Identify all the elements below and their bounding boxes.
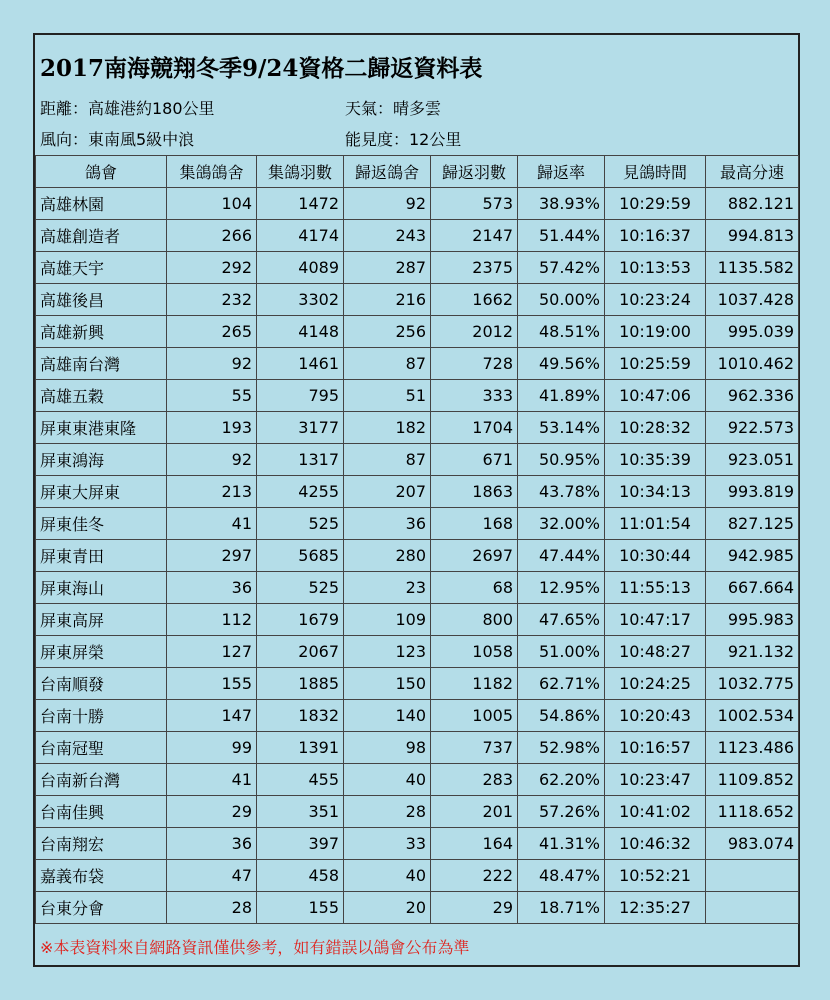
cell-first-arrival: 10:28:32 — [605, 412, 706, 444]
cell-top-speed: 1002.534 — [706, 700, 799, 732]
table-row — [36, 604, 799, 636]
cell-entered-lofts: 104 — [167, 188, 257, 220]
cell-entered-lofts: 265 — [167, 316, 257, 348]
cell-club: 高雄五穀 — [36, 380, 167, 412]
cell-entered-lofts: 36 — [167, 572, 257, 604]
cell-returned-birds: 164 — [431, 828, 518, 860]
table-row — [36, 252, 799, 284]
cell-entered-birds: 3302 — [257, 284, 344, 316]
cell-returned-lofts: 92 — [344, 188, 431, 220]
cell-return-rate: 47.44% — [518, 540, 605, 572]
cell-first-arrival: 10:23:47 — [605, 764, 706, 796]
cell-entered-lofts: 213 — [167, 476, 257, 508]
cell-returned-lofts: 98 — [344, 732, 431, 764]
cell-first-arrival: 10:23:24 — [605, 284, 706, 316]
cell-returned-lofts: 87 — [344, 444, 431, 476]
cell-entered-lofts: 147 — [167, 700, 257, 732]
cell-top-speed: 1037.428 — [706, 284, 799, 316]
distance-info: 距離：高雄港約180公里 — [40, 99, 215, 118]
cell-entered-lofts: 193 — [167, 412, 257, 444]
cell-entered-birds: 455 — [257, 764, 344, 796]
cell-returned-lofts: 150 — [344, 668, 431, 700]
cell-club: 嘉義布袋 — [36, 860, 167, 892]
cell-entered-birds: 458 — [257, 860, 344, 892]
header-returned-lofts: 歸返鴿舍 — [344, 156, 431, 188]
cell-entered-lofts: 29 — [167, 796, 257, 828]
cell-returned-lofts: 243 — [344, 220, 431, 252]
table-row — [36, 444, 799, 476]
cell-entered-lofts: 55 — [167, 380, 257, 412]
cell-returned-lofts: 287 — [344, 252, 431, 284]
table-row — [36, 508, 799, 540]
cell-club: 台南十勝 — [36, 700, 167, 732]
cell-entered-birds: 795 — [257, 380, 344, 412]
cell-entered-lofts: 41 — [167, 764, 257, 796]
cell-returned-lofts: 216 — [344, 284, 431, 316]
cell-club: 高雄南台灣 — [36, 348, 167, 380]
cell-club: 台南冠聖 — [36, 732, 167, 764]
cell-returned-birds: 1058 — [431, 636, 518, 668]
cell-returned-lofts: 140 — [344, 700, 431, 732]
cell-club: 台南翔宏 — [36, 828, 167, 860]
table-row — [36, 412, 799, 444]
cell-return-rate: 47.65% — [518, 604, 605, 636]
cell-return-rate: 62.20% — [518, 764, 605, 796]
cell-entered-birds: 1391 — [257, 732, 344, 764]
cell-top-speed: 921.132 — [706, 636, 799, 668]
cell-return-rate: 38.93% — [518, 188, 605, 220]
cell-first-arrival: 10:47:17 — [605, 604, 706, 636]
cell-return-rate: 54.86% — [518, 700, 605, 732]
header-first-arrival: 見鴿時間 — [605, 156, 706, 188]
cell-top-speed: 827.125 — [706, 508, 799, 540]
cell-first-arrival: 10:13:53 — [605, 252, 706, 284]
cell-first-arrival: 10:16:37 — [605, 220, 706, 252]
cell-entered-birds: 2067 — [257, 636, 344, 668]
header-entered-lofts: 集鴿鴿舍 — [167, 156, 257, 188]
cell-first-arrival: 11:55:13 — [605, 572, 706, 604]
cell-returned-lofts: 40 — [344, 764, 431, 796]
cell-return-rate: 51.44% — [518, 220, 605, 252]
cell-entered-birds: 525 — [257, 508, 344, 540]
cell-returned-birds: 1863 — [431, 476, 518, 508]
cell-first-arrival: 10:25:59 — [605, 348, 706, 380]
cell-returned-birds: 333 — [431, 380, 518, 412]
cell-returned-lofts: 123 — [344, 636, 431, 668]
cell-returned-birds: 2012 — [431, 316, 518, 348]
table-row — [36, 284, 799, 316]
cell-first-arrival: 11:01:54 — [605, 508, 706, 540]
cell-entered-birds: 1832 — [257, 700, 344, 732]
cell-returned-birds: 2697 — [431, 540, 518, 572]
table-row — [36, 348, 799, 380]
cell-return-rate: 48.47% — [518, 860, 605, 892]
cell-club: 台南順發 — [36, 668, 167, 700]
header-returned-birds: 歸返羽數 — [431, 156, 518, 188]
cell-returned-birds: 2147 — [431, 220, 518, 252]
table-row — [36, 380, 799, 412]
cell-entered-lofts: 47 — [167, 860, 257, 892]
cell-return-rate: 48.51% — [518, 316, 605, 348]
cell-return-rate: 51.00% — [518, 636, 605, 668]
cell-first-arrival: 10:16:57 — [605, 732, 706, 764]
cell-entered-lofts: 41 — [167, 508, 257, 540]
header-club: 鴿會 — [36, 156, 167, 188]
cell-entered-lofts: 112 — [167, 604, 257, 636]
cell-entered-birds: 1679 — [257, 604, 344, 636]
cell-entered-lofts: 292 — [167, 252, 257, 284]
cell-top-speed: 1135.582 — [706, 252, 799, 284]
cell-first-arrival: 10:41:02 — [605, 796, 706, 828]
cell-club: 屏東青田 — [36, 540, 167, 572]
cell-top-speed: 1109.852 — [706, 764, 799, 796]
cell-club: 台南佳興 — [36, 796, 167, 828]
cell-club: 高雄後昌 — [36, 284, 167, 316]
table-row — [36, 572, 799, 604]
header-return-rate: 歸返率 — [518, 156, 605, 188]
cell-returned-birds: 737 — [431, 732, 518, 764]
cell-return-rate: 41.89% — [518, 380, 605, 412]
cell-club: 高雄林園 — [36, 188, 167, 220]
table-row — [36, 540, 799, 572]
cell-return-rate: 52.98% — [518, 732, 605, 764]
table-row — [36, 316, 799, 348]
cell-return-rate: 49.56% — [518, 348, 605, 380]
cell-returned-birds: 1182 — [431, 668, 518, 700]
cell-returned-birds: 168 — [431, 508, 518, 540]
cell-returned-lofts: 182 — [344, 412, 431, 444]
results-table — [35, 155, 799, 924]
header-row — [36, 156, 799, 188]
cell-club: 屏東鴻海 — [36, 444, 167, 476]
cell-entered-lofts: 266 — [167, 220, 257, 252]
cell-first-arrival: 10:47:06 — [605, 380, 706, 412]
table-row — [36, 892, 799, 924]
note-divider — [35, 923, 798, 924]
cell-top-speed: 923.051 — [706, 444, 799, 476]
table-row — [36, 700, 799, 732]
table-row — [36, 764, 799, 796]
cell-top-speed: 995.039 — [706, 316, 799, 348]
cell-entered-birds: 3177 — [257, 412, 344, 444]
weather-info: 天氣：晴多雲 — [345, 99, 442, 118]
cell-first-arrival: 10:46:32 — [605, 828, 706, 860]
cell-first-arrival: 10:30:44 — [605, 540, 706, 572]
cell-top-speed: 1118.652 — [706, 796, 799, 828]
cell-returned-birds: 29 — [431, 892, 518, 924]
cell-return-rate: 43.78% — [518, 476, 605, 508]
cell-first-arrival: 10:20:43 — [605, 700, 706, 732]
cell-club: 台南新台灣 — [36, 764, 167, 796]
cell-first-arrival: 10:48:27 — [605, 636, 706, 668]
table-row — [36, 860, 799, 892]
cell-returned-lofts: 20 — [344, 892, 431, 924]
table-row — [36, 828, 799, 860]
cell-returned-lofts: 40 — [344, 860, 431, 892]
header-top-speed: 最高分速 — [706, 156, 799, 188]
cell-first-arrival: 10:52:21 — [605, 860, 706, 892]
cell-first-arrival: 10:19:00 — [605, 316, 706, 348]
cell-club: 屏東屏榮 — [36, 636, 167, 668]
cell-returned-birds: 671 — [431, 444, 518, 476]
cell-top-speed: 882.121 — [706, 188, 799, 220]
cell-returned-birds: 1662 — [431, 284, 518, 316]
cell-returned-lofts: 256 — [344, 316, 431, 348]
cell-returned-lofts: 36 — [344, 508, 431, 540]
cell-returned-lofts: 23 — [344, 572, 431, 604]
cell-returned-lofts: 280 — [344, 540, 431, 572]
cell-returned-birds: 283 — [431, 764, 518, 796]
cell-entered-lofts: 92 — [167, 444, 257, 476]
cell-top-speed: 1123.486 — [706, 732, 799, 764]
cell-entered-birds: 1317 — [257, 444, 344, 476]
wind-info: 風向：東南風5級中浪 — [40, 130, 195, 149]
cell-top-speed: 993.819 — [706, 476, 799, 508]
cell-top-speed: 922.573 — [706, 412, 799, 444]
cell-first-arrival: 10:29:59 — [605, 188, 706, 220]
cell-first-arrival: 10:34:13 — [605, 476, 706, 508]
cell-top-speed: 995.983 — [706, 604, 799, 636]
cell-returned-lofts: 87 — [344, 348, 431, 380]
cell-club: 高雄天宇 — [36, 252, 167, 284]
cell-club: 屏東大屏東 — [36, 476, 167, 508]
cell-first-arrival: 12:35:27 — [605, 892, 706, 924]
cell-first-arrival: 10:24:25 — [605, 668, 706, 700]
table-row — [36, 732, 799, 764]
cell-returned-lofts: 207 — [344, 476, 431, 508]
table-row — [36, 796, 799, 828]
cell-return-rate: 32.00% — [518, 508, 605, 540]
cell-entered-birds: 4148 — [257, 316, 344, 348]
cell-entered-lofts: 127 — [167, 636, 257, 668]
cell-return-rate: 41.31% — [518, 828, 605, 860]
cell-top-speed: 1010.462 — [706, 348, 799, 380]
cell-returned-lofts: 51 — [344, 380, 431, 412]
cell-entered-lofts: 232 — [167, 284, 257, 316]
cell-entered-birds: 397 — [257, 828, 344, 860]
cell-club: 屏東海山 — [36, 572, 167, 604]
cell-club: 屏東高屏 — [36, 604, 167, 636]
cell-top-speed: 942.985 — [706, 540, 799, 572]
visibility-info: 能見度：12公里 — [345, 130, 462, 149]
cell-returned-birds: 1704 — [431, 412, 518, 444]
cell-return-rate: 62.71% — [518, 668, 605, 700]
cell-return-rate: 50.95% — [518, 444, 605, 476]
cell-entered-lofts: 99 — [167, 732, 257, 764]
cell-entered-birds: 1461 — [257, 348, 344, 380]
page-title: 2017南海競翔冬季9/24資格二歸返資料表 — [40, 55, 483, 82]
table-row — [36, 476, 799, 508]
cell-returned-lofts: 33 — [344, 828, 431, 860]
cell-club: 高雄創造者 — [36, 220, 167, 252]
cell-entered-lofts: 155 — [167, 668, 257, 700]
cell-returned-birds: 800 — [431, 604, 518, 636]
cell-returned-birds: 2375 — [431, 252, 518, 284]
cell-entered-birds: 4255 — [257, 476, 344, 508]
cell-returned-birds: 1005 — [431, 700, 518, 732]
cell-entered-birds: 155 — [257, 892, 344, 924]
cell-return-rate: 18.71% — [518, 892, 605, 924]
cell-top-speed: 1032.775 — [706, 668, 799, 700]
cell-returned-birds: 201 — [431, 796, 518, 828]
cell-entered-lofts: 92 — [167, 348, 257, 380]
cell-top-speed: 983.074 — [706, 828, 799, 860]
cell-top-speed — [706, 860, 799, 892]
cell-return-rate: 53.14% — [518, 412, 605, 444]
cell-returned-lofts: 109 — [344, 604, 431, 636]
cell-return-rate: 57.26% — [518, 796, 605, 828]
cell-club: 屏東東港東隆 — [36, 412, 167, 444]
cell-top-speed: 667.664 — [706, 572, 799, 604]
cell-club: 高雄新興 — [36, 316, 167, 348]
table-row — [36, 188, 799, 220]
cell-returned-birds: 222 — [431, 860, 518, 892]
table-row — [36, 668, 799, 700]
cell-returned-birds: 573 — [431, 188, 518, 220]
cell-returned-birds: 728 — [431, 348, 518, 380]
cell-entered-birds: 1472 — [257, 188, 344, 220]
disclaimer-note: ※本表資料來自網路資訊僅供參考，如有錯誤以鴿會公布為準 — [40, 938, 470, 957]
table-row — [36, 636, 799, 668]
cell-top-speed — [706, 892, 799, 924]
cell-returned-lofts: 28 — [344, 796, 431, 828]
cell-returned-birds: 68 — [431, 572, 518, 604]
cell-return-rate: 50.00% — [518, 284, 605, 316]
cell-entered-birds: 351 — [257, 796, 344, 828]
cell-entered-birds: 4174 — [257, 220, 344, 252]
cell-entered-birds: 525 — [257, 572, 344, 604]
cell-entered-lofts: 297 — [167, 540, 257, 572]
cell-top-speed: 994.813 — [706, 220, 799, 252]
cell-entered-birds: 1885 — [257, 668, 344, 700]
cell-entered-birds: 5685 — [257, 540, 344, 572]
header-entered-birds: 集鴿羽數 — [257, 156, 344, 188]
cell-return-rate: 12.95% — [518, 572, 605, 604]
cell-club: 台東分會 — [36, 892, 167, 924]
cell-top-speed: 962.336 — [706, 380, 799, 412]
cell-entered-lofts: 28 — [167, 892, 257, 924]
cell-return-rate: 57.42% — [518, 252, 605, 284]
cell-first-arrival: 10:35:39 — [605, 444, 706, 476]
cell-entered-lofts: 36 — [167, 828, 257, 860]
cell-entered-birds: 4089 — [257, 252, 344, 284]
table-row — [36, 220, 799, 252]
cell-club: 屏東佳冬 — [36, 508, 167, 540]
